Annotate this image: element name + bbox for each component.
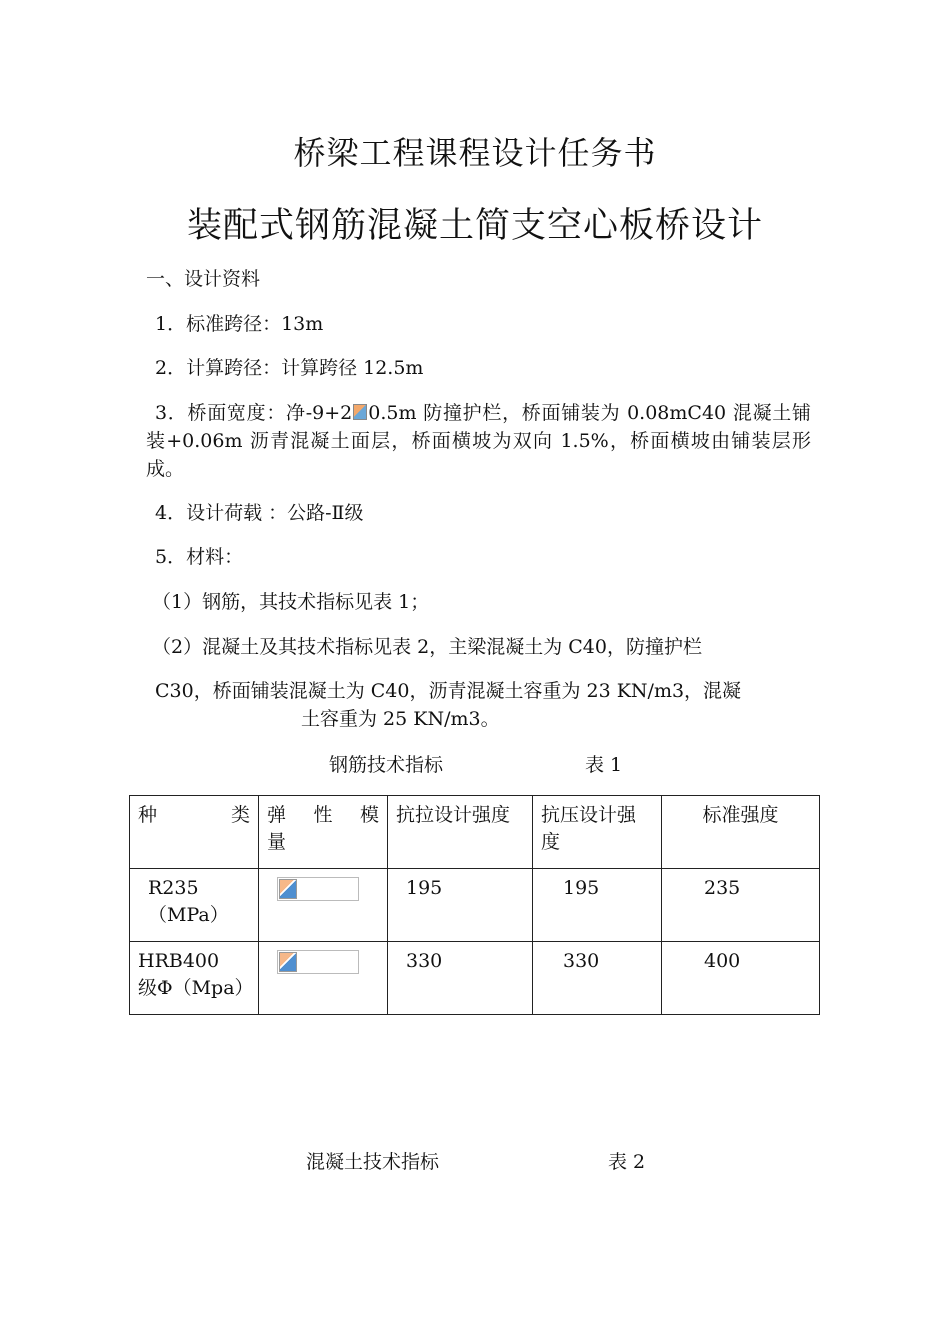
material-concrete-line2: C30，桥面铺装混凝土为 C40，沥青混凝土容重为 23 KN/m3，混凝 (155, 680, 742, 702)
cell-standard: 400 (662, 942, 820, 1015)
table1-number: 表 1 (585, 754, 623, 776)
table1-caption: 钢筋技术指标 (329, 754, 444, 776)
header-modulus: 弹 性 模量 (259, 796, 388, 869)
cell-compressive: 330 (533, 942, 662, 1015)
item-materials: 5．材料： (155, 546, 244, 568)
table2-caption: 混凝土技术指标 (306, 1151, 440, 1173)
material-rebar: （1）钢筋，其技术指标见表 1； (152, 591, 430, 613)
item-standard-span: 1．标准跨径：13m (155, 313, 324, 335)
document-subtitle: 装配式钢筋混凝土简支空心板桥设计 (186, 206, 763, 246)
material-concrete-line1: （2）混凝土及其技术指标见表 2，主梁混凝土为 C40，防撞护栏 (152, 636, 702, 658)
section-heading: 一、设计资料 (146, 268, 261, 290)
item-deck-width-post: 0.5m 防撞护栏，桥面铺装为 0.08mC40 混凝土铺装+0.06m 沥青混凝土面层，桥面横坡为双向 1.5%，桥面横坡由铺装层形成。 (146, 402, 812, 480)
table-row (130, 869, 820, 942)
broken-image-icon (353, 404, 367, 420)
item-deck-width-pre: 3．桥面宽度：净-9+2 (155, 402, 353, 424)
material-concrete-line3: 土容重为 25 KN/m3。 (301, 708, 500, 730)
header-standard: 标准强度 (662, 796, 820, 869)
header-tensile: 抗拉设计强度 (388, 796, 533, 869)
table-row (130, 942, 820, 1015)
header-type: 种 类 (130, 796, 259, 869)
table2-number: 表 2 (608, 1151, 646, 1173)
cell-type: HRB400 级Φ（Mpa） (130, 942, 259, 1015)
cell-tensile: 195 (388, 869, 533, 942)
cell-modulus (259, 942, 388, 1015)
header-compressive: 抗压设计强度 (533, 796, 662, 869)
broken-image-icon (277, 877, 359, 901)
cell-modulus (259, 869, 388, 942)
cell-standard: 235 (662, 869, 820, 942)
item-design-load: 4．设计荷载 ：公路-Ⅱ级 (155, 502, 364, 524)
item-calc-span: 2．计算跨径：计算跨径 12.5m (155, 357, 424, 379)
rebar-spec-table (129, 795, 820, 1015)
cell-compressive: 195 (533, 869, 662, 942)
broken-image-icon (277, 950, 359, 974)
document-title: 桥梁工程课程设计任务书 (293, 134, 657, 172)
item-deck-width (146, 399, 811, 483)
cell-tensile: 330 (388, 942, 533, 1015)
table-header-row (130, 796, 820, 869)
cell-type: R235（MPa） (130, 869, 259, 942)
